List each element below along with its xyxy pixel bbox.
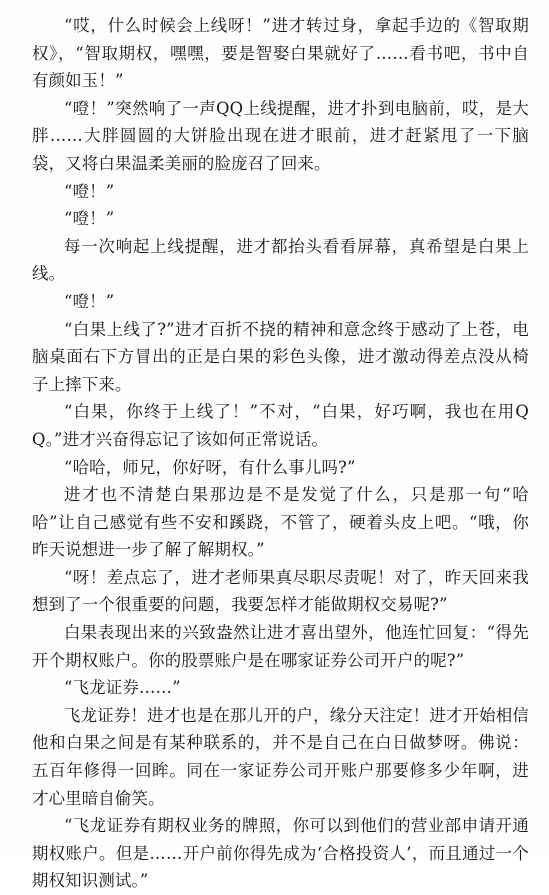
paragraph: “白果上线了?”进才百折不挠的精神和意念终于感动了上苍，电脑桌面右下方冒出的正是白果的彩色头像，进才激动得差点没从椅子上摔下来。 xyxy=(32,319,529,394)
page-text xyxy=(32,12,529,895)
paragraph: 飞龙证券！进才也是在那儿开的户，缘分天注定！进才开始相信他和白果之间是有某种联系的，并不是自己在白日做梦呀。佛说：五百年修得一回眸。同在一家证券公司开账户那要修多少年啊，进才心里暗自偷笑。 xyxy=(32,705,529,808)
paragraph: “飞龙证券……” xyxy=(64,678,181,698)
paragraph: “哎，什么时候会上线呀！”进才转过身，拿起手边的《智取期权》，“智取期权，嘿嘿，要是智娶白果就好了……看书吧，书中自有颜如玉！” xyxy=(32,16,529,91)
paragraph: “飞龙证券有期权业务的牌照，你可以到他们的营业部申请开通期权账户。但是……开户前你得先成为‘合格投资人’，而且通过一个期权知识测试。” xyxy=(32,816,529,891)
paragraph: “噔！” xyxy=(64,181,115,201)
paragraph: “白果，你终于上线了！”不对，“白果，好巧啊，我也在用QQ。”进才兴奋得忘记了该如何正常说话。 xyxy=(32,402,529,449)
paragraph: 每一次响起上线提醒，进才都抬头看看屏幕，真希望是白果上线。 xyxy=(32,236,529,284)
paragraph: “噔！” xyxy=(64,291,115,311)
paragraph: “哈哈，师兄，你好呀，有什么事儿吗?” xyxy=(64,457,356,477)
paragraph: 进才也不清楚白果那边是不是发觉了什么，只是那一句“哈哈”让自己感觉有些不安和蹊跷，不管了，硬着头皮上吧。“哦，你昨天说想进一步了解了解期权。” xyxy=(32,485,529,560)
paragraph: “呀！差点忘了，进才老师果真尽职尽责呢！对了，昨天回来我想到了一个很重要的问题，我要怎样才能做期权交易呢?” xyxy=(32,567,529,615)
paragraph: 白果表现出来的兴致盎然让进才喜出望外，他连忙回复：“得先开个期权账户。你的股票账户是在哪家证券公司开户的呢?” xyxy=(32,623,529,670)
paragraph: “噔！” xyxy=(64,209,115,229)
paragraph: “噔！”突然响了一声QQ上线提醒，进才扑到电脑前，哎，是大胖……大胖圆圆的大饼脸出现在进才眼前，进才赶紧甩了一下脑袋，又将白果温柔美丽的脸庞召了回来。 xyxy=(32,98,529,173)
